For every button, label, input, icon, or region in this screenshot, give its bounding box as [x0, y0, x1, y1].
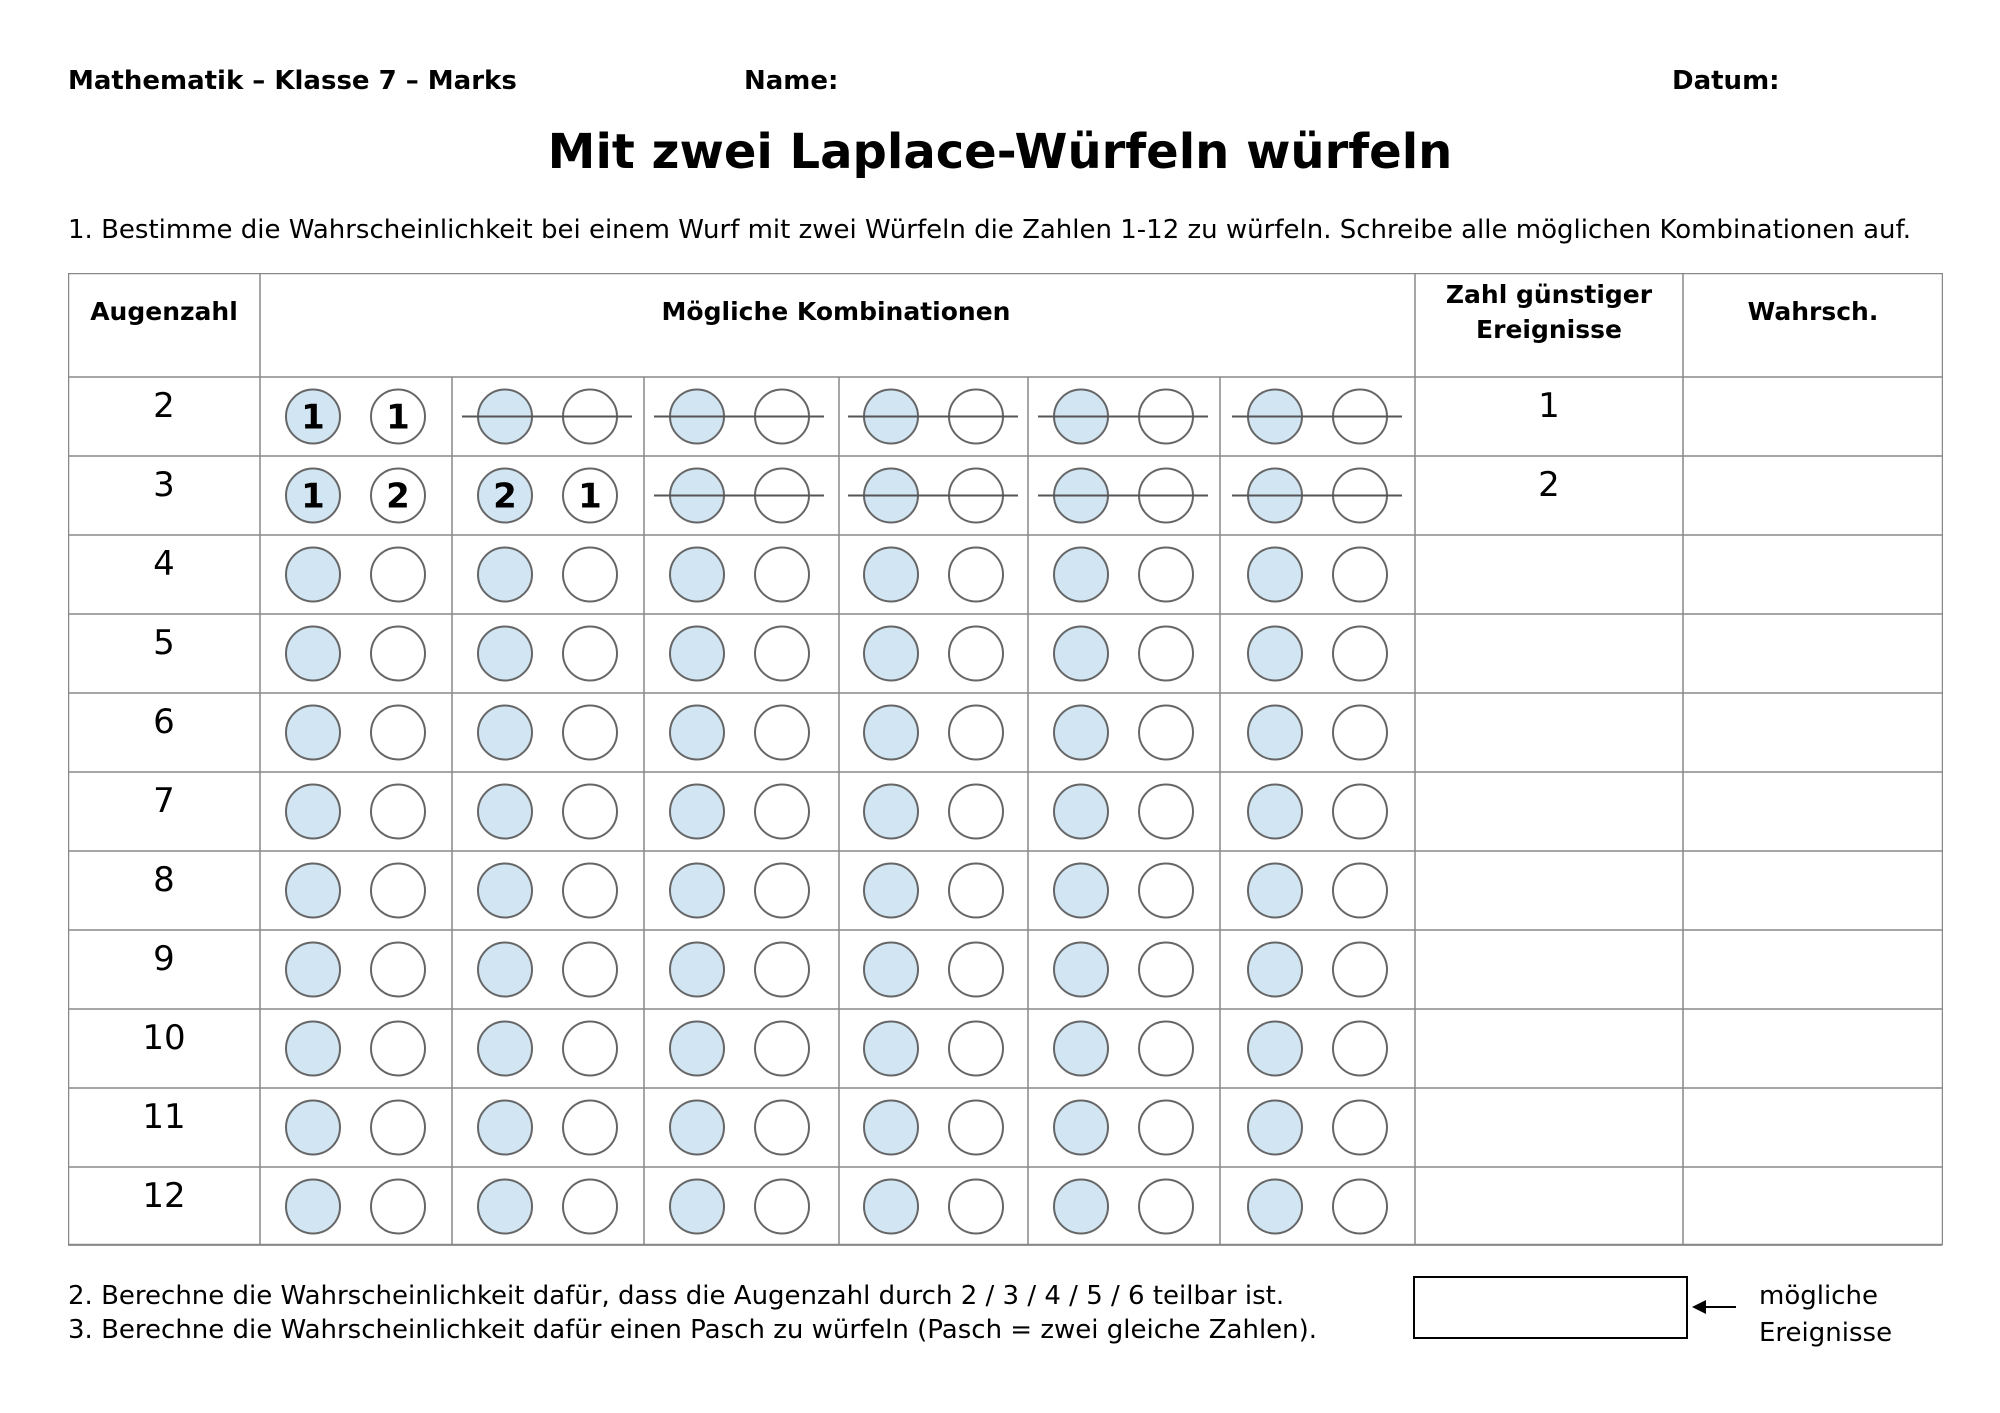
die-2-value: 1 [578, 476, 602, 517]
die-1-circle[interactable] [478, 548, 532, 602]
die-1-value: 1 [301, 397, 325, 438]
die-2-value: 1 [386, 397, 410, 438]
die-1-circle[interactable] [478, 1180, 532, 1234]
die-2-circle[interactable] [755, 706, 809, 760]
die-2-circle[interactable] [755, 548, 809, 602]
header-wahrsch: Wahrsch. [1747, 297, 1879, 326]
worksheet-title: Mit zwei Laplace-Würfeln würfeln [547, 124, 1453, 180]
die-2-circle[interactable] [1139, 627, 1193, 681]
augenzahl-value: 9 [153, 939, 175, 979]
die-2-circle[interactable] [371, 1022, 425, 1076]
probability-cell[interactable] [1684, 379, 1940, 454]
die-1-circle[interactable] [864, 1022, 918, 1076]
die-1-circle[interactable] [478, 1101, 532, 1155]
die-1-circle[interactable] [1248, 864, 1302, 918]
die-2-circle[interactable] [1333, 785, 1387, 839]
die-1-circle[interactable] [670, 548, 724, 602]
die-1-circle[interactable] [864, 1101, 918, 1155]
die-2-circle[interactable] [371, 627, 425, 681]
die-2-circle[interactable] [755, 1101, 809, 1155]
die-1-circle[interactable] [286, 1101, 340, 1155]
die-1-circle[interactable] [1248, 1180, 1302, 1234]
die-2-circle[interactable] [371, 706, 425, 760]
augenzahl-value: 11 [142, 1097, 186, 1137]
die-2-circle[interactable] [371, 785, 425, 839]
probability-cell[interactable] [1684, 1090, 1940, 1165]
die-2-circle[interactable] [371, 1180, 425, 1234]
header-augenzahl: Augenzahl [90, 297, 238, 326]
die-2-circle[interactable] [1333, 1180, 1387, 1234]
die-2-circle[interactable] [755, 943, 809, 997]
die-2-circle[interactable] [563, 627, 617, 681]
die-2-circle[interactable] [563, 1101, 617, 1155]
probability-cell[interactable] [1684, 537, 1940, 612]
die-1-circle[interactable] [864, 1180, 918, 1234]
die-2-circle[interactable] [563, 548, 617, 602]
die-1-circle[interactable] [670, 627, 724, 681]
augenzahl-value: 7 [153, 781, 175, 821]
die-2-circle[interactable] [563, 943, 617, 997]
die-2-circle[interactable] [755, 1022, 809, 1076]
probability-cell[interactable] [1684, 1011, 1940, 1086]
die-1-circle[interactable] [864, 864, 918, 918]
die-1-circle[interactable] [1248, 943, 1302, 997]
header-kombinationen: Mögliche Kombinationen [661, 297, 1011, 326]
die-1-circle[interactable] [478, 785, 532, 839]
die-1-circle[interactable] [1054, 1101, 1108, 1155]
die-1-circle[interactable] [864, 627, 918, 681]
die-1-circle[interactable] [1248, 1101, 1302, 1155]
die-1-circle[interactable] [478, 943, 532, 997]
possible-events-label-line1: mögliche [1759, 1281, 1878, 1311]
possible-events-answer-box[interactable] [1413, 1276, 1688, 1339]
die-2-circle[interactable] [755, 785, 809, 839]
die-2-circle[interactable] [563, 785, 617, 839]
die-1-circle[interactable] [1248, 785, 1302, 839]
die-2-circle[interactable] [1139, 548, 1193, 602]
die-2-circle[interactable] [949, 943, 1003, 997]
die-2-circle[interactable] [1333, 1101, 1387, 1155]
die-1-circle[interactable] [286, 864, 340, 918]
die-1-circle[interactable] [1054, 627, 1108, 681]
die-2-circle[interactable] [1333, 706, 1387, 760]
die-2-circle[interactable] [1139, 1180, 1193, 1234]
favorable-count: 1 [1538, 386, 1560, 426]
date-label: Datum: [1672, 66, 1780, 96]
die-2-circle[interactable] [1139, 943, 1193, 997]
die-1-circle[interactable] [1054, 706, 1108, 760]
augenzahl-value: 6 [153, 702, 175, 742]
header-guenstig-line1: Zahl günstiger [1445, 280, 1653, 309]
die-1-circle[interactable] [1054, 864, 1108, 918]
die-1-circle[interactable] [1054, 1180, 1108, 1234]
possible-events-label [1759, 1278, 1892, 1352]
probability-cell[interactable] [1684, 1169, 1940, 1244]
die-2-circle[interactable] [949, 1101, 1003, 1155]
die-1-circle[interactable] [1248, 627, 1302, 681]
die-1-circle[interactable] [1054, 943, 1108, 997]
die-2-circle[interactable] [949, 1180, 1003, 1234]
die-2-value: 2 [386, 476, 410, 517]
die-2-circle[interactable] [949, 1022, 1003, 1076]
die-1-value: 2 [493, 476, 517, 517]
table-border [69, 274, 1943, 1245]
die-2-circle[interactable] [1333, 943, 1387, 997]
die-1-circle[interactable] [670, 785, 724, 839]
augenzahl-value: 8 [153, 860, 175, 900]
augenzahl-value: 5 [153, 623, 175, 663]
die-1-circle[interactable] [670, 864, 724, 918]
augenzahl-value: 12 [142, 1176, 186, 1216]
left-arrow-icon [1690, 1297, 1740, 1317]
task-1-text: 1. Bestimme die Wahrscheinlichkeit bei einem Wurf mit zwei Würfeln die Zahlen 1-12 zu würfeln. Schreibe alle möglichen Kombinationen auf. [68, 215, 1912, 245]
header-guenstig-line2: Ereignisse [1476, 315, 1622, 344]
die-1-circle[interactable] [670, 943, 724, 997]
combinations-table [68, 273, 1943, 1246]
die-2-circle[interactable] [1333, 864, 1387, 918]
probability-cell[interactable] [1684, 616, 1940, 691]
die-2-circle[interactable] [755, 1180, 809, 1234]
die-2-circle[interactable] [949, 864, 1003, 918]
die-1-circle[interactable] [864, 548, 918, 602]
augenzahl-value: 4 [153, 544, 175, 584]
die-2-circle[interactable] [949, 785, 1003, 839]
die-2-circle[interactable] [1139, 1101, 1193, 1155]
probability-cell[interactable] [1684, 458, 1940, 533]
probability-cell[interactable] [1684, 774, 1940, 849]
die-1-circle[interactable] [286, 548, 340, 602]
favorable-count: 2 [1538, 465, 1560, 505]
die-1-circle[interactable] [478, 706, 532, 760]
die-1-circle[interactable] [670, 706, 724, 760]
die-2-circle[interactable] [563, 864, 617, 918]
probability-cell[interactable] [1684, 695, 1940, 770]
die-1-circle[interactable] [670, 1101, 724, 1155]
die-2-circle[interactable] [755, 627, 809, 681]
die-1-circle[interactable] [286, 627, 340, 681]
die-2-circle[interactable] [371, 1101, 425, 1155]
name-label: Name: [744, 66, 839, 96]
probability-cell[interactable] [1684, 932, 1940, 1007]
die-1-circle[interactable] [478, 864, 532, 918]
augenzahl-value: 2 [153, 386, 175, 426]
die-2-circle[interactable] [371, 864, 425, 918]
task-3-text: 3. Berechne die Wahrscheinlichkeit dafür einen Pasch zu würfeln (Pasch = zwei gleiche Zahlen). [68, 1315, 1318, 1345]
die-2-circle[interactable] [371, 943, 425, 997]
die-1-circle[interactable] [286, 943, 340, 997]
possible-events-label-line2: Ereignisse [1759, 1318, 1893, 1348]
die-2-circle[interactable] [949, 706, 1003, 760]
die-1-circle[interactable] [1248, 548, 1302, 602]
die-2-circle[interactable] [563, 1022, 617, 1076]
die-1-circle[interactable] [670, 1022, 724, 1076]
die-2-circle[interactable] [371, 548, 425, 602]
die-2-circle[interactable] [1333, 1022, 1387, 1076]
die-1-circle[interactable] [1054, 548, 1108, 602]
die-1-circle[interactable] [286, 785, 340, 839]
die-1-circle[interactable] [864, 785, 918, 839]
die-1-circle[interactable] [286, 1022, 340, 1076]
die-2-circle[interactable] [563, 706, 617, 760]
die-1-circle[interactable] [478, 1022, 532, 1076]
die-1-circle[interactable] [1054, 785, 1108, 839]
die-2-circle[interactable] [1139, 706, 1193, 760]
die-2-circle[interactable] [1139, 1022, 1193, 1076]
die-2-circle[interactable] [1139, 864, 1193, 918]
die-2-circle[interactable] [1333, 548, 1387, 602]
die-1-circle[interactable] [1248, 706, 1302, 760]
die-1-circle[interactable] [478, 627, 532, 681]
die-2-circle[interactable] [949, 627, 1003, 681]
die-1-circle[interactable] [670, 1180, 724, 1234]
die-1-circle[interactable] [864, 706, 918, 760]
die-2-circle[interactable] [563, 1180, 617, 1234]
die-2-circle[interactable] [755, 864, 809, 918]
die-2-circle[interactable] [1139, 785, 1193, 839]
die-1-circle[interactable] [1248, 1022, 1302, 1076]
course-label: Mathematik – Klasse 7 – Marks [68, 66, 517, 96]
die-2-circle[interactable] [949, 548, 1003, 602]
probability-cell[interactable] [1684, 853, 1940, 928]
die-1-circle[interactable] [864, 943, 918, 997]
task-2-text: 2. Berechne die Wahrscheinlichkeit dafür, dass die Augenzahl durch 2 / 3 / 4 / 5 / 6 teilbar ist. [68, 1281, 1285, 1311]
die-1-circle[interactable] [286, 1180, 340, 1234]
augenzahl-value: 10 [142, 1018, 186, 1058]
augenzahl-value: 3 [153, 465, 175, 505]
die-1-value: 1 [301, 476, 325, 517]
die-1-circle[interactable] [1054, 1022, 1108, 1076]
die-1-circle[interactable] [286, 706, 340, 760]
die-2-circle[interactable] [1333, 627, 1387, 681]
